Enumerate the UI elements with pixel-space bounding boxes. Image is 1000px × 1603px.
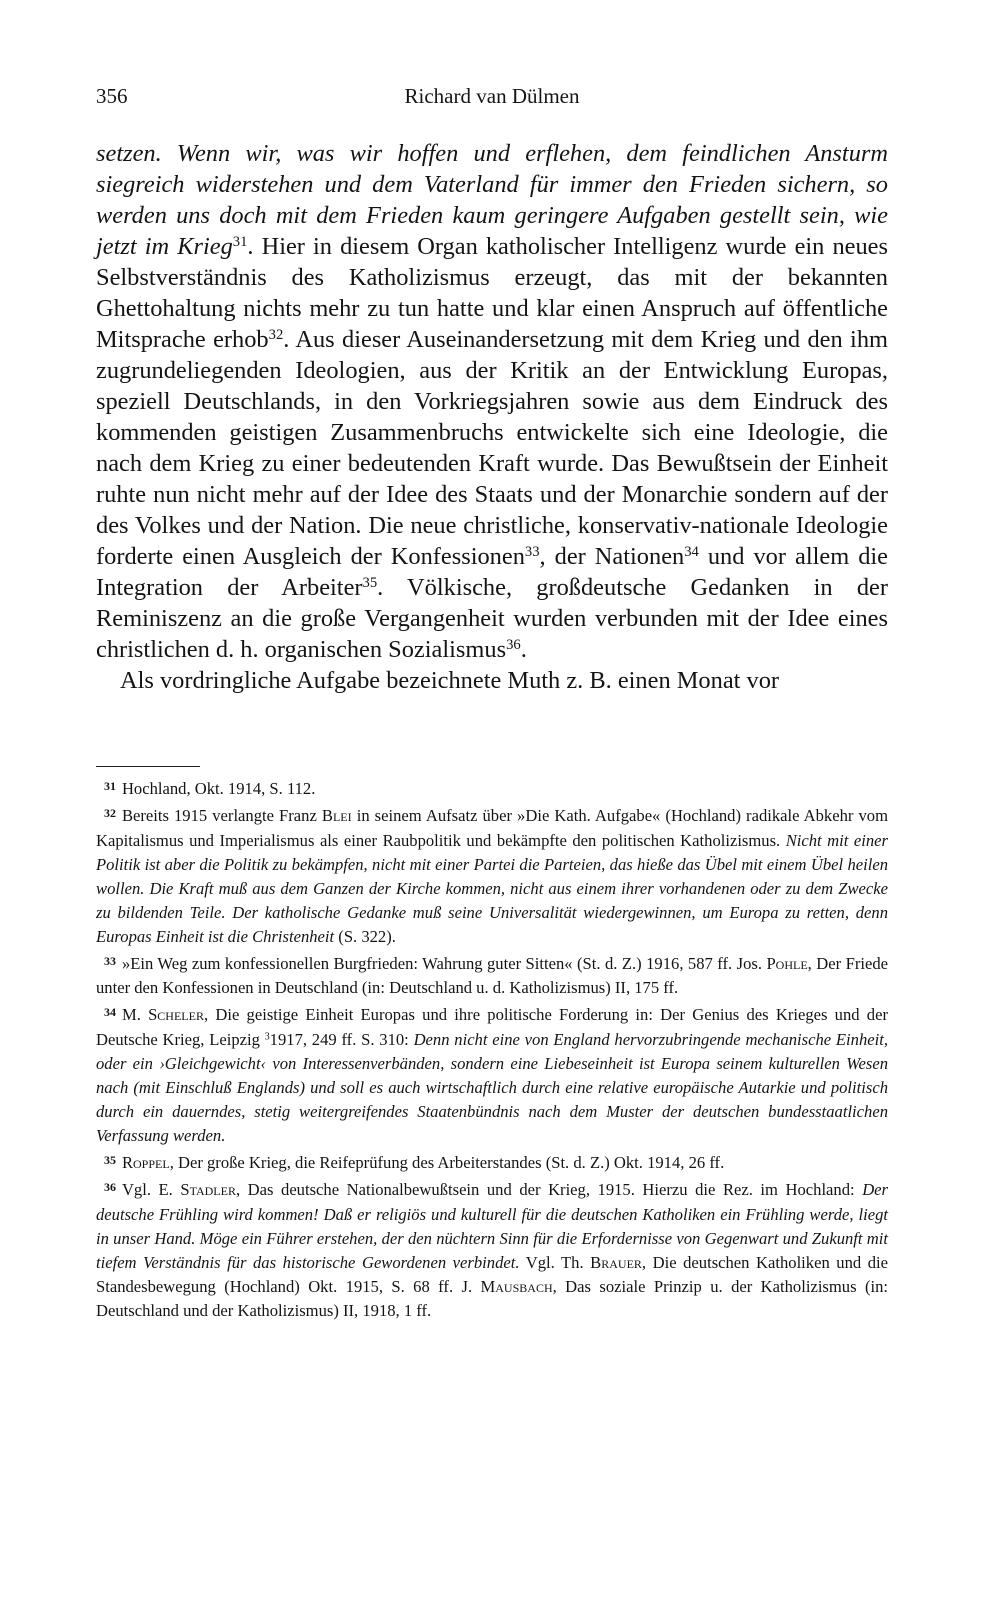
quote-muth: setzen. Wenn wir, was wir hoffen und erflehen, dem feindlichen Ansturm siegreich widerstehen und dem Vaterland für immer den Frieden sichern, so werden uns doch mit dem Frieden kaum geringere Aufgaben gestellt sein, wie jetzt im Krieg: [96, 140, 888, 260]
footnote-33: [96, 949, 888, 1000]
paragraph-1: [96, 138, 888, 665]
footnote-ref-31: 31: [232, 233, 248, 250]
footnote-35: [96, 1148, 888, 1175]
footnote-divider: [96, 766, 200, 767]
footnote-text: , Der Friede unter den Konfessionen in Deutschland (in: Deutschland u. d. Katholizismus) II, 175 ff.: [96, 954, 888, 998]
paragraph-2: Als vordringliche Aufgabe bezeichnete Muth z. B. einen Monat vor: [120, 667, 780, 694]
footnote-text: Vgl. E.: [121, 1180, 181, 1200]
author-name: Blei: [321, 806, 352, 826]
footnote-text: (S. 322).: [334, 926, 396, 946]
edition-superscript: 3: [264, 1031, 270, 1043]
author-name: Pohle: [766, 954, 808, 974]
footnote-text: Vgl. Th.: [519, 1252, 591, 1272]
footnote-quote: Der deutsche Frühling wird kommen! Daß er religiös und kulturell für die deutschen Katholiken ein Frühling werde, liegt in unser Hand. Möge ein Führer erstehen, der den nüchtern Sinn für die Erfordernisse von Gegenwart und Zukunft mit tiefem Verständnis für das historische Gewordenen verbindet.: [96, 1180, 888, 1272]
footnote-ref-35: 35: [362, 574, 378, 591]
author-name: Roppel: [121, 1153, 170, 1173]
author-name: Brauer: [590, 1252, 642, 1272]
footnote-text: »Ein Weg zum konfessionellen Burgfrieden: Wahrung guter Sitten« (St. d. Z.) 1916, 587 ff. Jos.: [121, 954, 767, 974]
footnote-text: , Der große Krieg, die Reifeprüfung des Arbeiterstandes (St. d. Z.) Okt. 1914, 26 ff.: [169, 1153, 725, 1173]
paragraph-text: . Hier in diesem Organ katholischer Intelligenz wurde ein neues Selbstverständnis des Katholizismus erzeugt, das mit der bekannten Ghettohaltung nichts mehr zu tun hatte und klar einen Anspruch auf öffentliche Mitsprache erhob: [96, 233, 888, 353]
footnote-ref-33: 33: [524, 543, 540, 560]
footnote-text: Hochland, Okt. 1914, S. 112.: [121, 779, 316, 799]
footnote-number: 33: [104, 954, 116, 968]
main-text: [96, 138, 888, 696]
footnote-36: [96, 1175, 888, 1323]
footnote-text: , Die geistige Einheit Europas und ihre politische Forderung in: Der Genius des Krieges und der Deutsche Krieg, Leipzig: [96, 1005, 888, 1049]
paragraph-text: .: [520, 636, 527, 663]
running-header: [96, 84, 888, 114]
footnote-number: 31: [104, 779, 116, 793]
paragraph-text: und vor allem die Integration der Arbeiter: [96, 543, 888, 601]
footnote-text: , Die deutschen Katholiken und die Standesbewegung (Hochland) Okt. 1915, S. 68 ff. J.: [96, 1252, 889, 1296]
footnote-text: in seinem Aufsatz über »Die Kath. Aufgabe« (Hochland) radikale Abkehr vom Kapitalismus und Imperialismus als einer Raubpolitik und bekämpfte den politischen Katholizismus.: [96, 806, 888, 850]
running-title: Richard van Dülmen: [404, 84, 580, 108]
footnote-34: [96, 1000, 888, 1148]
footnote-31: [96, 774, 888, 801]
footnote-number: 32: [104, 806, 116, 821]
footnote-text: M.: [121, 1005, 149, 1025]
footnote-32: [96, 801, 888, 949]
footnotes: [96, 774, 888, 1323]
footnote-number: 35: [104, 1153, 116, 1168]
author-name: Scheler: [148, 1005, 204, 1025]
footnote-quote: Nicht mit einer Politik ist aber die Politik zu bekämpfen, nicht mit einer Partei die Parteien, das hieße das Übel mit einem Übel heilen wollen. Die Kraft muß aus dem Ganzen der Kirche kommen, nicht aus einem ihrer vorhandenen oder zu dem Zwecke zu bildenden Teile. Der katholische Gedanke muß seine Universalität wiedergewinnen, um Europa zu retten, denn Europas Einheit ist die Christenheit: [96, 830, 888, 946]
author-name: Mausbach: [480, 1276, 553, 1296]
footnote-text: Bereits 1915 verlangte Franz: [121, 806, 322, 826]
paragraph-text: , der Nationen: [539, 543, 685, 570]
footnote-text: , Das deutsche Nationalbewußtsein und der Krieg, 1915. Hierzu die Rez. im Hochland:: [235, 1180, 863, 1200]
page-number: 356: [96, 84, 128, 108]
paragraph-text: . Aus dieser Auseinandersetzung mit dem Krieg und den ihm zugrundeliegenden Ideologien, aus der Kritik an der Entwicklung Europas, speziell Deutschlands, in den Vorkriegsjahren sowie aus dem Eindruck des kommenden geistigen Zusammenbruchs entwickelte sich eine Ideologie, die nach dem Krieg zu einer bedeutenden Kraft wurde. Das Bewußtsein der Einheit ruhte nun nicht mehr auf der Idee des Staats und der Monarchie sondern auf der des Volkes und der Nation. Die neue christliche, konservativ-nationale Ideologie forderte einen Ausgleich der Konfessionen: [96, 326, 889, 570]
author-name: Stadler: [180, 1180, 236, 1200]
footnote-ref-34: 34: [684, 543, 699, 560]
footnote-ref-36: 36: [506, 636, 521, 653]
footnote-quote: Denn nicht eine von England hervorzubringende mechanische Einheit, oder ein ›Gleichgewicht‹ von Interessenverbänden, sondern eine Liebeseinheit ist Europa seinem kulturellen Wesen nach (mit Einschluß Englands) und soll es auch wirtschaftlich durch eine relative europäische Autarkie und politisch durch ein dauerndes, stetig weitergreifendes Staatenbündnis nach dem Muster der deutschen bundesstaatlichen Verfassung werden.: [96, 1029, 888, 1145]
footnote-number: 36: [104, 1180, 116, 1195]
footnote-text: 1917, 249 ff. S. 310:: [269, 1029, 414, 1049]
paragraph-text: . Völkische, großdeutsche Gedanken in der Reminiszenz an die große Vergangenheit wurden verbunden mit der Idee eines christlichen d. h. organischen Sozialismus: [96, 574, 888, 663]
footnote-ref-32: 32: [268, 326, 284, 343]
footnote-number: 34: [104, 1005, 116, 1020]
footnote-text: , Das soziale Prinzip u. der Katholizismus (in: Deutschland und der Katholizismus) II, 1918, 1 ff.: [96, 1276, 888, 1320]
